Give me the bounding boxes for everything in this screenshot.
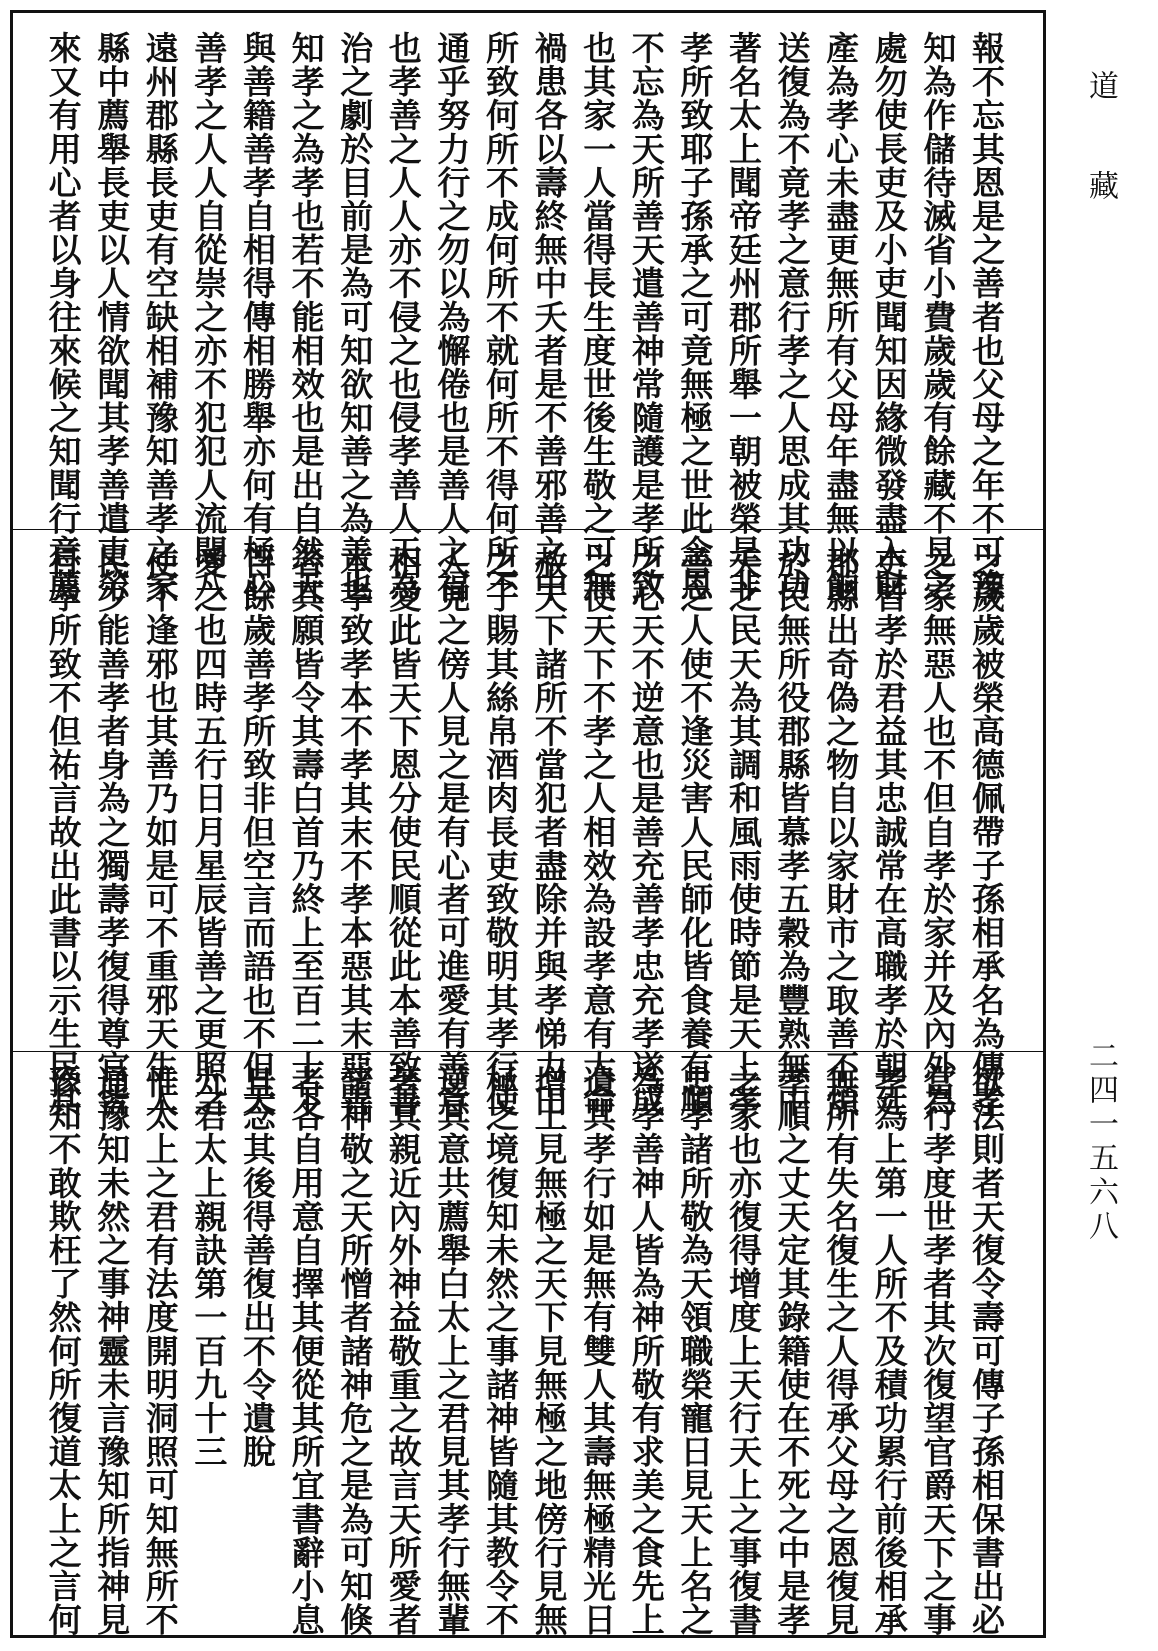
collection-title: 道藏 xyxy=(1083,70,1118,270)
text-column: 縣中薦舉長吏以人情欲聞其孝善遣吏勞 xyxy=(92,31,132,603)
text-column: 無所有失名復生之人得承父母之恩復見 xyxy=(821,1065,861,1637)
text-column: 孝順之丈天定其錄籍使在不死之中是孝 xyxy=(772,1065,812,1637)
text-column: 豫知不敢欺枉了然何所復道太上之言何 xyxy=(43,1065,83,1637)
text-column: 著名太上聞帝廷州郡所舉一朝被榮是非 xyxy=(724,31,763,603)
text-column: 本孝致孝本不孝其末不孝本惡其末惡善 xyxy=(335,546,375,1118)
text-column: 欲法則者天復令壽可傳子孫相保書出必 xyxy=(967,1065,1006,1637)
text-column: 惟太上之君有法度開明洞照可知無所不 xyxy=(140,1065,180,1637)
text-column: 所致何所不成何所不就何所不得何所不 xyxy=(481,31,520,603)
text-column: 送復為不竟孝之意行孝之人思成其功功 xyxy=(772,31,812,603)
text-column: 且念其後得善復出不令遺脫 xyxy=(238,1065,277,1469)
text-column: 者其願皆令其壽白首乃終上至百二十下 xyxy=(286,546,326,1118)
page-frame xyxy=(10,10,1046,1638)
register-divider xyxy=(13,529,1043,530)
text-column: 夭之民天為其調和風雨使時節是天上孝 xyxy=(724,546,763,1118)
text-column: 遠州郡縣長吏有空缺相補豫知善孝之家 xyxy=(140,31,180,603)
text-column: 孝為上第一人所不及積功累行前後相承 xyxy=(869,1065,909,1637)
text-column: 行孝所致不但祐言故出此書以示生民其 xyxy=(43,546,83,1118)
text-column: 之子賜其絲帛酒肉長吏致敬明其孝行使 xyxy=(481,546,520,1118)
text-column: 使不逢邪也其善乃如是可不重邪天生人 xyxy=(140,546,180,1118)
text-column: 增上見無極之天下見無極之地傍行見無 xyxy=(529,1065,569,1637)
text-column: 處勿使長吏及小吏聞知因緣微發盡入財 xyxy=(869,31,909,603)
text-column: 忠孝諸所敬為天領職榮寵日見天上名之 xyxy=(675,1065,715,1637)
text-column: 郡縣出奇偽之物自以家財市之取善不煩 xyxy=(821,546,861,1118)
page-number: 二四一五六八 xyxy=(1083,1040,1118,1244)
text-column: 者各自用意自擇其便從其所宜書辭小息 xyxy=(286,1065,326,1637)
text-column: 知孝之為孝也若不能相效也是出自然天 xyxy=(286,31,326,603)
text-column: 吏皆孝於君益其忠誠常在高職孝於朝廷 xyxy=(869,546,909,1118)
text-column: 也孝善之人人亦不侵之也侵孝善人天為 xyxy=(383,31,423,603)
text-column: 產為孝心未盡更無所有父母年盡無以餉 xyxy=(821,31,861,603)
text-column: 為孝善神人皆為神所敬有求美之食先上 xyxy=(626,1065,666,1637)
text-column: 諸神敬之天所憎者諸神危之是為可知倏 xyxy=(335,1065,375,1637)
text-column: 愛之也四時五行日月星辰皆善之更照之 xyxy=(189,546,229,1118)
text-column: 之心天不逆意也是善充善孝忠充孝遂成 xyxy=(626,546,666,1118)
text-column: 百餘歲善孝所致非但空言而語也不但天 xyxy=(238,546,277,1118)
text-column: 之家無惡人也不但自孝於家并及內外為 xyxy=(918,546,958,1118)
register-divider xyxy=(13,1051,1043,1052)
text-column: 之使天下不孝之人相效為設孝意有大命 xyxy=(578,546,618,1118)
text-column: 報不忘其恩是之善者也父母之年不可豫 xyxy=(967,31,1006,603)
text-column: 與善籍善孝自相得傳相勝舉亦何有極心 xyxy=(238,31,277,603)
text-column: 著其親近內外神益敬重之故言天所愛者 xyxy=(383,1065,423,1637)
text-column: 也其家一人當得長生度世後生敬之可無 xyxy=(578,31,618,603)
text-column: 治之劇於目前是為可知欲知善之為善也 xyxy=(335,31,375,603)
text-column: 之家也亦復得增度上天行天上之事復書 xyxy=(724,1065,763,1637)
text-column: 極之境復知未然之事諸神皆隨其教令不 xyxy=(481,1065,520,1637)
text-column: 九君太上親訣第一百九十三 xyxy=(189,1065,229,1469)
text-column: 赦天下諸所不當犯者盡除并與孝悌力田 xyxy=(529,546,569,1118)
text-column: 遺其孝行如是無有雙人其壽無極精光日 xyxy=(578,1065,618,1637)
text-column: 禍患各以壽終無中夭者是不善邪善之中 xyxy=(529,31,569,603)
text-column: 通豫知未然之事神靈未言豫知所指神見 xyxy=(92,1065,132,1637)
text-column: 不忘為天所善天遣善神常隨護是孝所致 xyxy=(626,31,666,603)
text-column: 人見之傍人見之是有心者可進愛有善意 xyxy=(432,546,472,1118)
text-column: 民少能善孝者身為之獨壽孝復得尊官皆 xyxy=(92,546,132,1118)
text-column: 知為作儲待滅省小費歲歲有餘藏不見之 xyxy=(918,31,958,603)
text-column: 通乎努力行之勿以為懈倦也是善人之福 xyxy=(432,31,472,603)
text-column: 孝所致耶子孫承之可竟無極之世此念恩 xyxy=(675,31,715,603)
text-column: 善孝之人人自從崇之亦不犯犯人流聞八 xyxy=(189,31,229,603)
text-column: 相愛此皆天下恩分使民順從此本善致善 xyxy=(383,546,423,1118)
text-column: 逆其意共薦舉白太上之君見其孝行無輩 xyxy=(432,1065,472,1637)
text-column: 善之人使不逢災害人民師化皆食養有順 xyxy=(675,546,715,1118)
text-column: 於民無所役郡縣皆慕孝五穀為豐熟無中 xyxy=(772,546,812,1118)
text-column: 來又有用心者以身往來候之知聞行意薦 xyxy=(43,31,83,603)
text-column: 之歲歲被榮高德佩帶子孫相承名為傳孝 xyxy=(967,546,1006,1118)
text-column: 當行孝度世孝者其次復望官爵天下之事 xyxy=(918,1065,958,1637)
